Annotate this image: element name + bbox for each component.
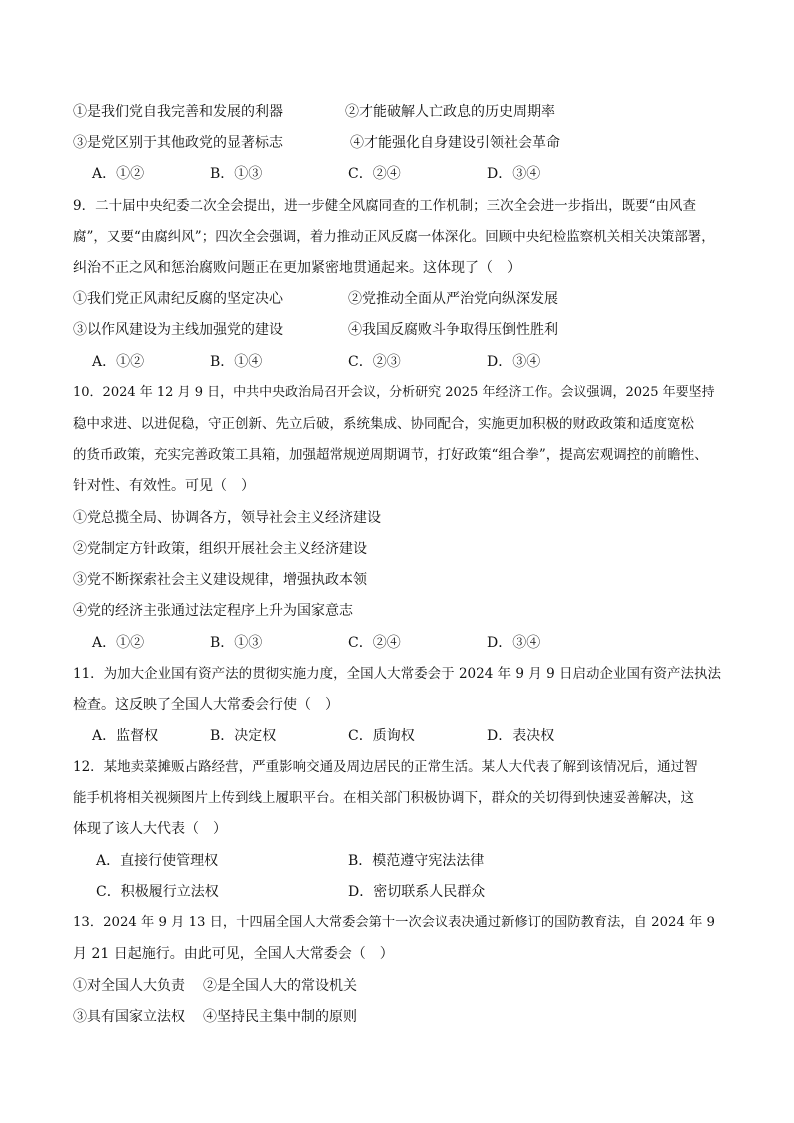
q11-choice-b: B．决定权: [210, 728, 277, 744]
q12-choice-c: C．积极履行立法权: [96, 884, 219, 900]
q8-choice-a: A．①②: [92, 166, 145, 182]
q12-stem-line-2: 能手机将相关视频图片上传到线上履职平台。在相关部门积极协调下，群众的关切得到快速妥善解决，这: [73, 790, 694, 806]
q9-stem-line-3: 纠治不正之风和惩治腐败问题正在更加紧密地贯通起来。这体现了（ ）: [73, 260, 521, 276]
q13-stem-line-1: 13．2024 年 9 月 13 日，十四届全国人大常委会第十一次会议表决通过新修订的国防教育法，自 2024 年 9: [73, 915, 715, 930]
q9-option-2: ②党推动全面从严治党向纵深发展: [348, 291, 558, 307]
q9-option-1: ①我们党正风肃纪反腐的坚定决心: [73, 291, 283, 307]
q10-option-2: ②党制定方针政策，组织开展社会主义经济建设: [73, 541, 367, 557]
q8-choice-c: C．②④: [348, 166, 401, 182]
q13-stem-line-2: 月 21 日起施行。由此可见，全国人大常委会（ ）: [73, 946, 394, 962]
q10-stem-line-4: 针对性、有效性。可见（ ）: [73, 478, 255, 494]
q8-choice-b: B．①③: [210, 166, 263, 182]
q8-choice-d: D．③④: [487, 166, 541, 182]
q9-choice-b: B．①④: [210, 354, 263, 370]
q13-option-4: ④坚持民主集中制的原则: [203, 1009, 357, 1025]
q10-option-1: ①党总揽全局、协调各方，领导社会主义经济建设: [73, 510, 381, 526]
q9-choice-c: C．②③: [348, 354, 401, 370]
q13-option-1: ①对全国人大负责: [73, 978, 185, 994]
q8-option-2: ②才能破解人亡政息的历史周期率: [345, 104, 555, 120]
q10-stem-line-1: 10．2024 年 12 月 9 日，中共中央政治局召开会议，分析研究 2025 年经济工作。会议强调，2025 年要坚持: [73, 385, 715, 400]
q9-option-4: ④我国反腐败斗争取得压倒性胜利: [348, 322, 558, 338]
q13-option-2: ②是全国人大的常设机关: [203, 978, 357, 994]
q10-stem-line-3: 的货币政策，充实完善政策工具箱，加强超常规逆周期调节，打好政策“组合拳”，提高宏观调控的前瞻性、: [73, 447, 708, 463]
q8-option-1: ①是我们党自我完善和发展的利器: [73, 104, 283, 120]
q11-stem-line-1: 11．为加大企业国有资产法的贯彻实施力度，全国人大常委会于 2024 年 9 月 9 日启动企业国有资产法执法: [73, 666, 721, 682]
q10-stem-line-2: 稳中求进、以进促稳，守正创新、先立后破，系统集成、协同配合，实施更加积极的财政政策和适度宽松: [73, 416, 694, 432]
q10-option-3: ③党不断探索社会主义建设规律，增强执政本领: [73, 572, 367, 588]
q11-choice-c: C．质询权: [348, 728, 415, 744]
q9-choice-a: A．①②: [92, 354, 145, 370]
q9-stem-line-1: 9．二十届中央纪委二次全会提出，进一步健全风腐同查的工作机制；三次全会进一步指出，既要“由风查: [73, 198, 696, 214]
q10-choice-c: C．②④: [348, 635, 401, 651]
q10-choice-d: D．③④: [487, 635, 541, 651]
q8-option-4: ④才能强化自身建设引领社会革命: [350, 135, 560, 151]
q13-option-3: ③具有国家立法权: [73, 1009, 185, 1025]
q12-choice-a: A．直接行使管理权: [96, 853, 219, 869]
q9-option-3: ③以作风建设为主线加强党的建设: [73, 322, 283, 338]
q12-choice-d: D．密切联系人民群众: [348, 884, 486, 900]
q12-choice-b: B．模范遵守宪法法律: [348, 853, 485, 869]
q11-stem-line-2: 检查。这反映了全国人大常委会行使（ ）: [73, 697, 339, 713]
q9-choice-d: D．③④: [487, 354, 541, 370]
q11-choice-a: A．监督权: [92, 728, 159, 744]
q8-option-3: ③是党区别于其他政党的显著标志: [73, 135, 283, 151]
q9-stem-line-2: 腐”，又要“由腐纠风”；四次全会强调，着力推动正风反腐一体深化。回顾中央纪检监察机关相关决策部署，: [73, 229, 715, 245]
q12-stem-line-3: 体现了该人大代表（ ）: [73, 821, 227, 837]
q10-choice-a: A．①②: [92, 635, 145, 651]
q11-choice-d: D．表决权: [487, 728, 555, 744]
q10-choice-b: B．①③: [210, 635, 263, 651]
q12-stem-line-1: 12．某地卖菜摊贩占路经营，严重影响交通及周边居民的正常生活。某人大代表了解到该情况后，通过智: [73, 759, 698, 775]
q10-option-4: ④党的经济主张通过法定程序上升为国家意志: [73, 603, 353, 619]
